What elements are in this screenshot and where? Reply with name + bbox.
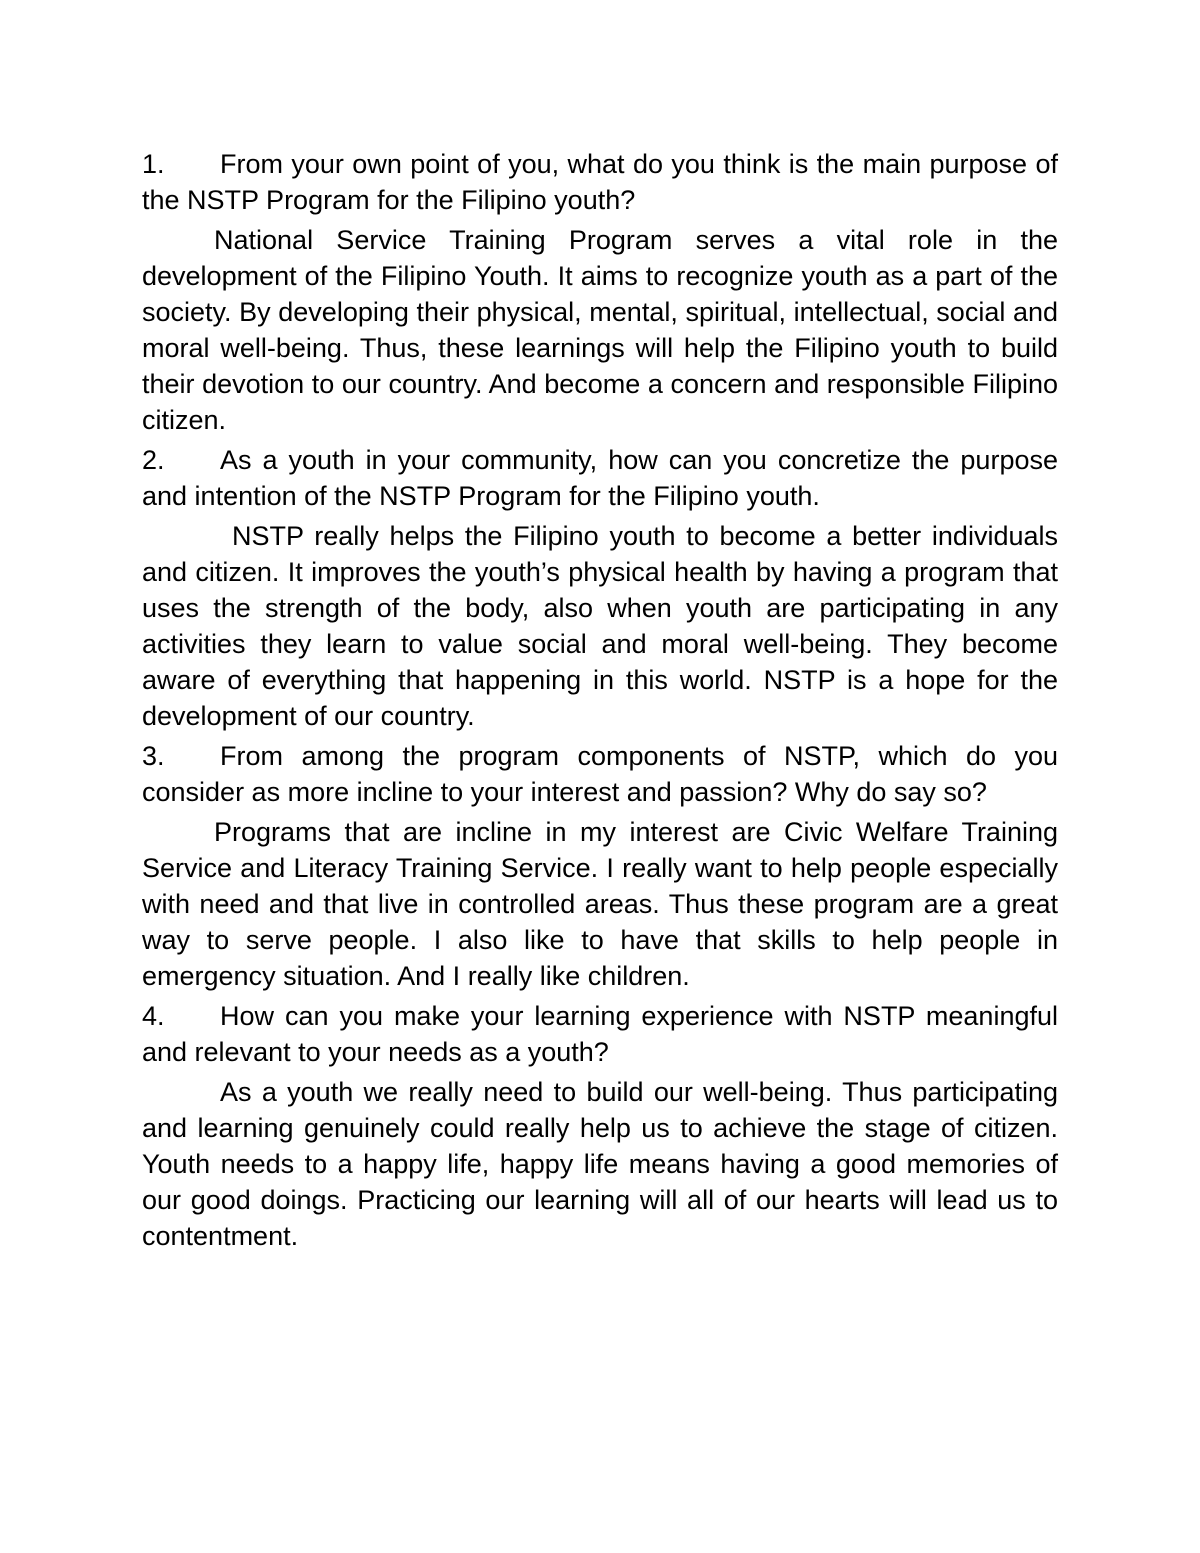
question-number: 1. <box>142 149 165 179</box>
question-text: From your own point of you, what do you think is the main purpose of the NSTP Program for the Filipino youth? <box>142 149 1058 215</box>
question-text: As a youth in your community, how can you concretize the purpose and intention of the NSTP Program for the Filipino youth. <box>142 445 1058 511</box>
question-number: 2. <box>142 445 165 475</box>
answer-2: NSTP really helps the Filipino youth to become a better individuals and citizen. It improves the youth’s physical health by having a program that uses the strength of the body, also when youth are participating in any activities they learn to value social and moral well-being. They become aware of everything that happening in this world. NSTP is a hope for the development of our country. <box>142 521 1058 731</box>
question-2 <box>142 442 1058 514</box>
answer-1: National Service Training Program serves a vital role in the development of the Filipino Youth. It aims to recognize youth as a part of the society. By developing their physical, mental, spiritual, intellectual, social and moral well-being. Thus, these learnings will help the Filipino youth to build their devotion to our country. And become a concern and responsible Filipino citizen. <box>142 225 1058 435</box>
question-text: How can you make your learning experience with NSTP meaningful and relevant to your needs as a youth? <box>142 1001 1058 1067</box>
answer-4: As a youth we really need to build our well-being. Thus participating and learning genuinely could really help us to achieve the stage of citizen. Youth needs to a happy life, happy life means having a good memories of our good doings. Practicing our learning will all of our hearts will lead us to contentment. <box>142 1077 1058 1251</box>
question-3 <box>142 738 1058 810</box>
question-1 <box>142 146 1058 218</box>
question-4 <box>142 998 1058 1070</box>
document-page <box>142 146 1058 1258</box>
question-text: From among the program components of NSTP, which do you consider as more incline to your interest and passion? Why do say so? <box>142 741 1058 807</box>
question-number: 4. <box>142 1001 165 1031</box>
question-number: 3. <box>142 741 165 771</box>
answer-3: Programs that are incline in my interest are Civic Welfare Training Service and Literacy Training Service. I really want to help people especially with need and that live in controlled areas. Thus these program are a great way to serve people. I also like to have that skills to help people in emergency situation. And I really like children. <box>142 817 1058 991</box>
